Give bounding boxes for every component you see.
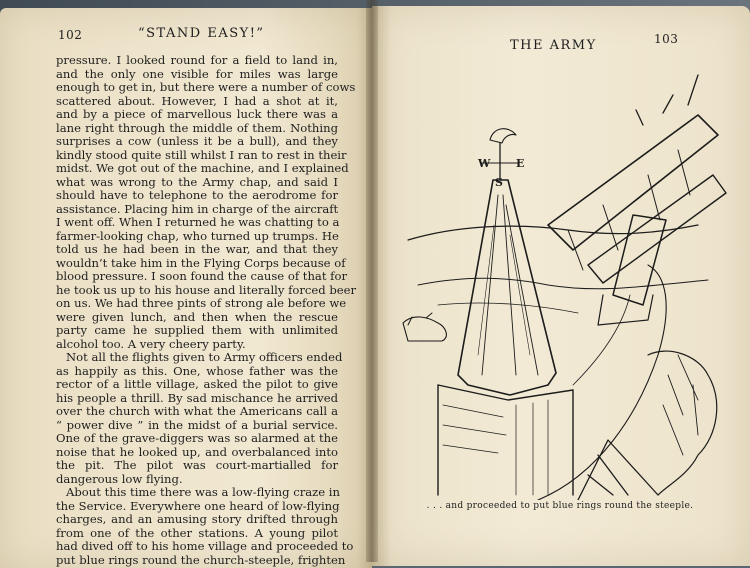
cow-sketch	[403, 317, 446, 341]
steeple-biplane-illustration	[398, 55, 728, 500]
text-line: blood pressure. I soon found the cause of that for	[56, 269, 347, 283]
text-line: and the only one visible for miles was large	[56, 66, 338, 81]
compass-letter-s: S	[495, 176, 503, 189]
church-walls	[438, 385, 573, 495]
rooftop-sketch	[578, 440, 658, 500]
text-line: had dived off to his home village and proceeded to	[56, 539, 354, 553]
right-running-head: THE ARMY	[510, 38, 597, 53]
text-line: told us he had been in the war, and that they	[56, 242, 338, 256]
text-line: surprises a cow (unless it be a bull), and they	[56, 134, 338, 148]
text-line: on us. We had three pints of strong ale before we	[56, 296, 347, 310]
text-line: lane right through the middle of them. Nothing	[56, 120, 338, 135]
text-line: alcohol too. A very cheery party.	[56, 336, 246, 351]
text-line: farmer-looking chap, who turned up trumps. He	[56, 228, 339, 243]
text-line: wouldn’t take him in the Flying Corps because of	[56, 255, 346, 270]
field-line	[438, 303, 578, 313]
left-running-head: “STAND EASY!”	[138, 26, 265, 41]
text-line: About this time there was a low-flying craze in	[66, 485, 340, 499]
tree-outline	[648, 351, 717, 495]
text-line: his people a thrill. By sad mischance he arrived	[56, 390, 338, 405]
compass-letter-e: E	[516, 157, 525, 170]
biplane-struts	[568, 150, 690, 270]
text-line: the Service. Everywhere one heard of low-flying	[56, 498, 340, 513]
text-line: and by a piece of marvellous luck there was a	[56, 107, 338, 121]
text-line: One of the grave-diggers was so alarmed at the	[56, 431, 338, 445]
text-line: over the church with what the Americans call a	[56, 404, 338, 418]
text-line: party came he supplied them with unlimited	[56, 323, 338, 337]
left-page-number: 102	[58, 28, 83, 42]
text-line: dangerous low flying.	[56, 471, 183, 486]
right-page-number: 103	[654, 32, 679, 46]
illustration-caption: . . . and proceeded to put blue rings round the steeple.	[426, 501, 694, 511]
flight-path-line-2	[573, 295, 630, 385]
text-line: he took us up to his house and literally forced beer	[56, 282, 357, 297]
biplane-lower-wing	[588, 175, 726, 283]
biplane-upper-wing	[548, 115, 718, 250]
horizon-line	[418, 278, 708, 289]
text-line: noise that he looked up, and overbalanced into	[56, 444, 338, 459]
biplane-propeller	[636, 75, 698, 125]
text-line: enough to get in, but there were a number of cows	[56, 80, 356, 94]
church-brickwork	[443, 405, 506, 453]
text-line: should have to telephone to the aerodrome for	[56, 188, 338, 202]
text-line: put blue rings round the church-steeple, frighten	[56, 552, 346, 567]
text-line: what was wrong to the Army chap, and said I	[56, 174, 338, 189]
text-line: “ power dive ” in the midst of a burial service.	[56, 417, 338, 432]
text-line: the pit. The pilot was court-martialled for	[56, 458, 338, 472]
text-line: charges, and an amusing story drifted through	[56, 512, 338, 526]
text-line: rector of a little village, asked the pilot to give	[56, 377, 338, 391]
text-line: scattered about. However, I had a shot at it,	[56, 93, 338, 108]
book-gutter	[366, 0, 378, 562]
text-line: kindly stood quite still whilst I ran to rest in their	[56, 147, 347, 162]
tree-branches	[663, 355, 698, 455]
text-line: midst. We got out of the machine, and I explained	[56, 161, 349, 175]
spire-shading	[482, 195, 538, 375]
compass-letter-w: W	[478, 157, 491, 170]
text-line: from one of the other stations. A young pilot	[56, 525, 338, 540]
text-line: I went off. When I returned he was chatting to a	[56, 215, 340, 229]
text-line: were given lunch, and then when the rescue	[56, 309, 338, 324]
text-line: pressure. I looked round for a field to land in,	[56, 53, 338, 67]
left-page	[0, 8, 372, 568]
left-body-text	[56, 53, 357, 567]
hill-line	[408, 225, 698, 240]
text-line: Not all the flights given to Army officers ended	[66, 350, 343, 364]
church-buttress	[516, 400, 548, 495]
text-line: as happily as this. One, whose father was the	[56, 363, 338, 378]
text-line: assistance. Placing him in charge of the aircraft	[56, 201, 339, 216]
weathercock	[490, 129, 516, 143]
